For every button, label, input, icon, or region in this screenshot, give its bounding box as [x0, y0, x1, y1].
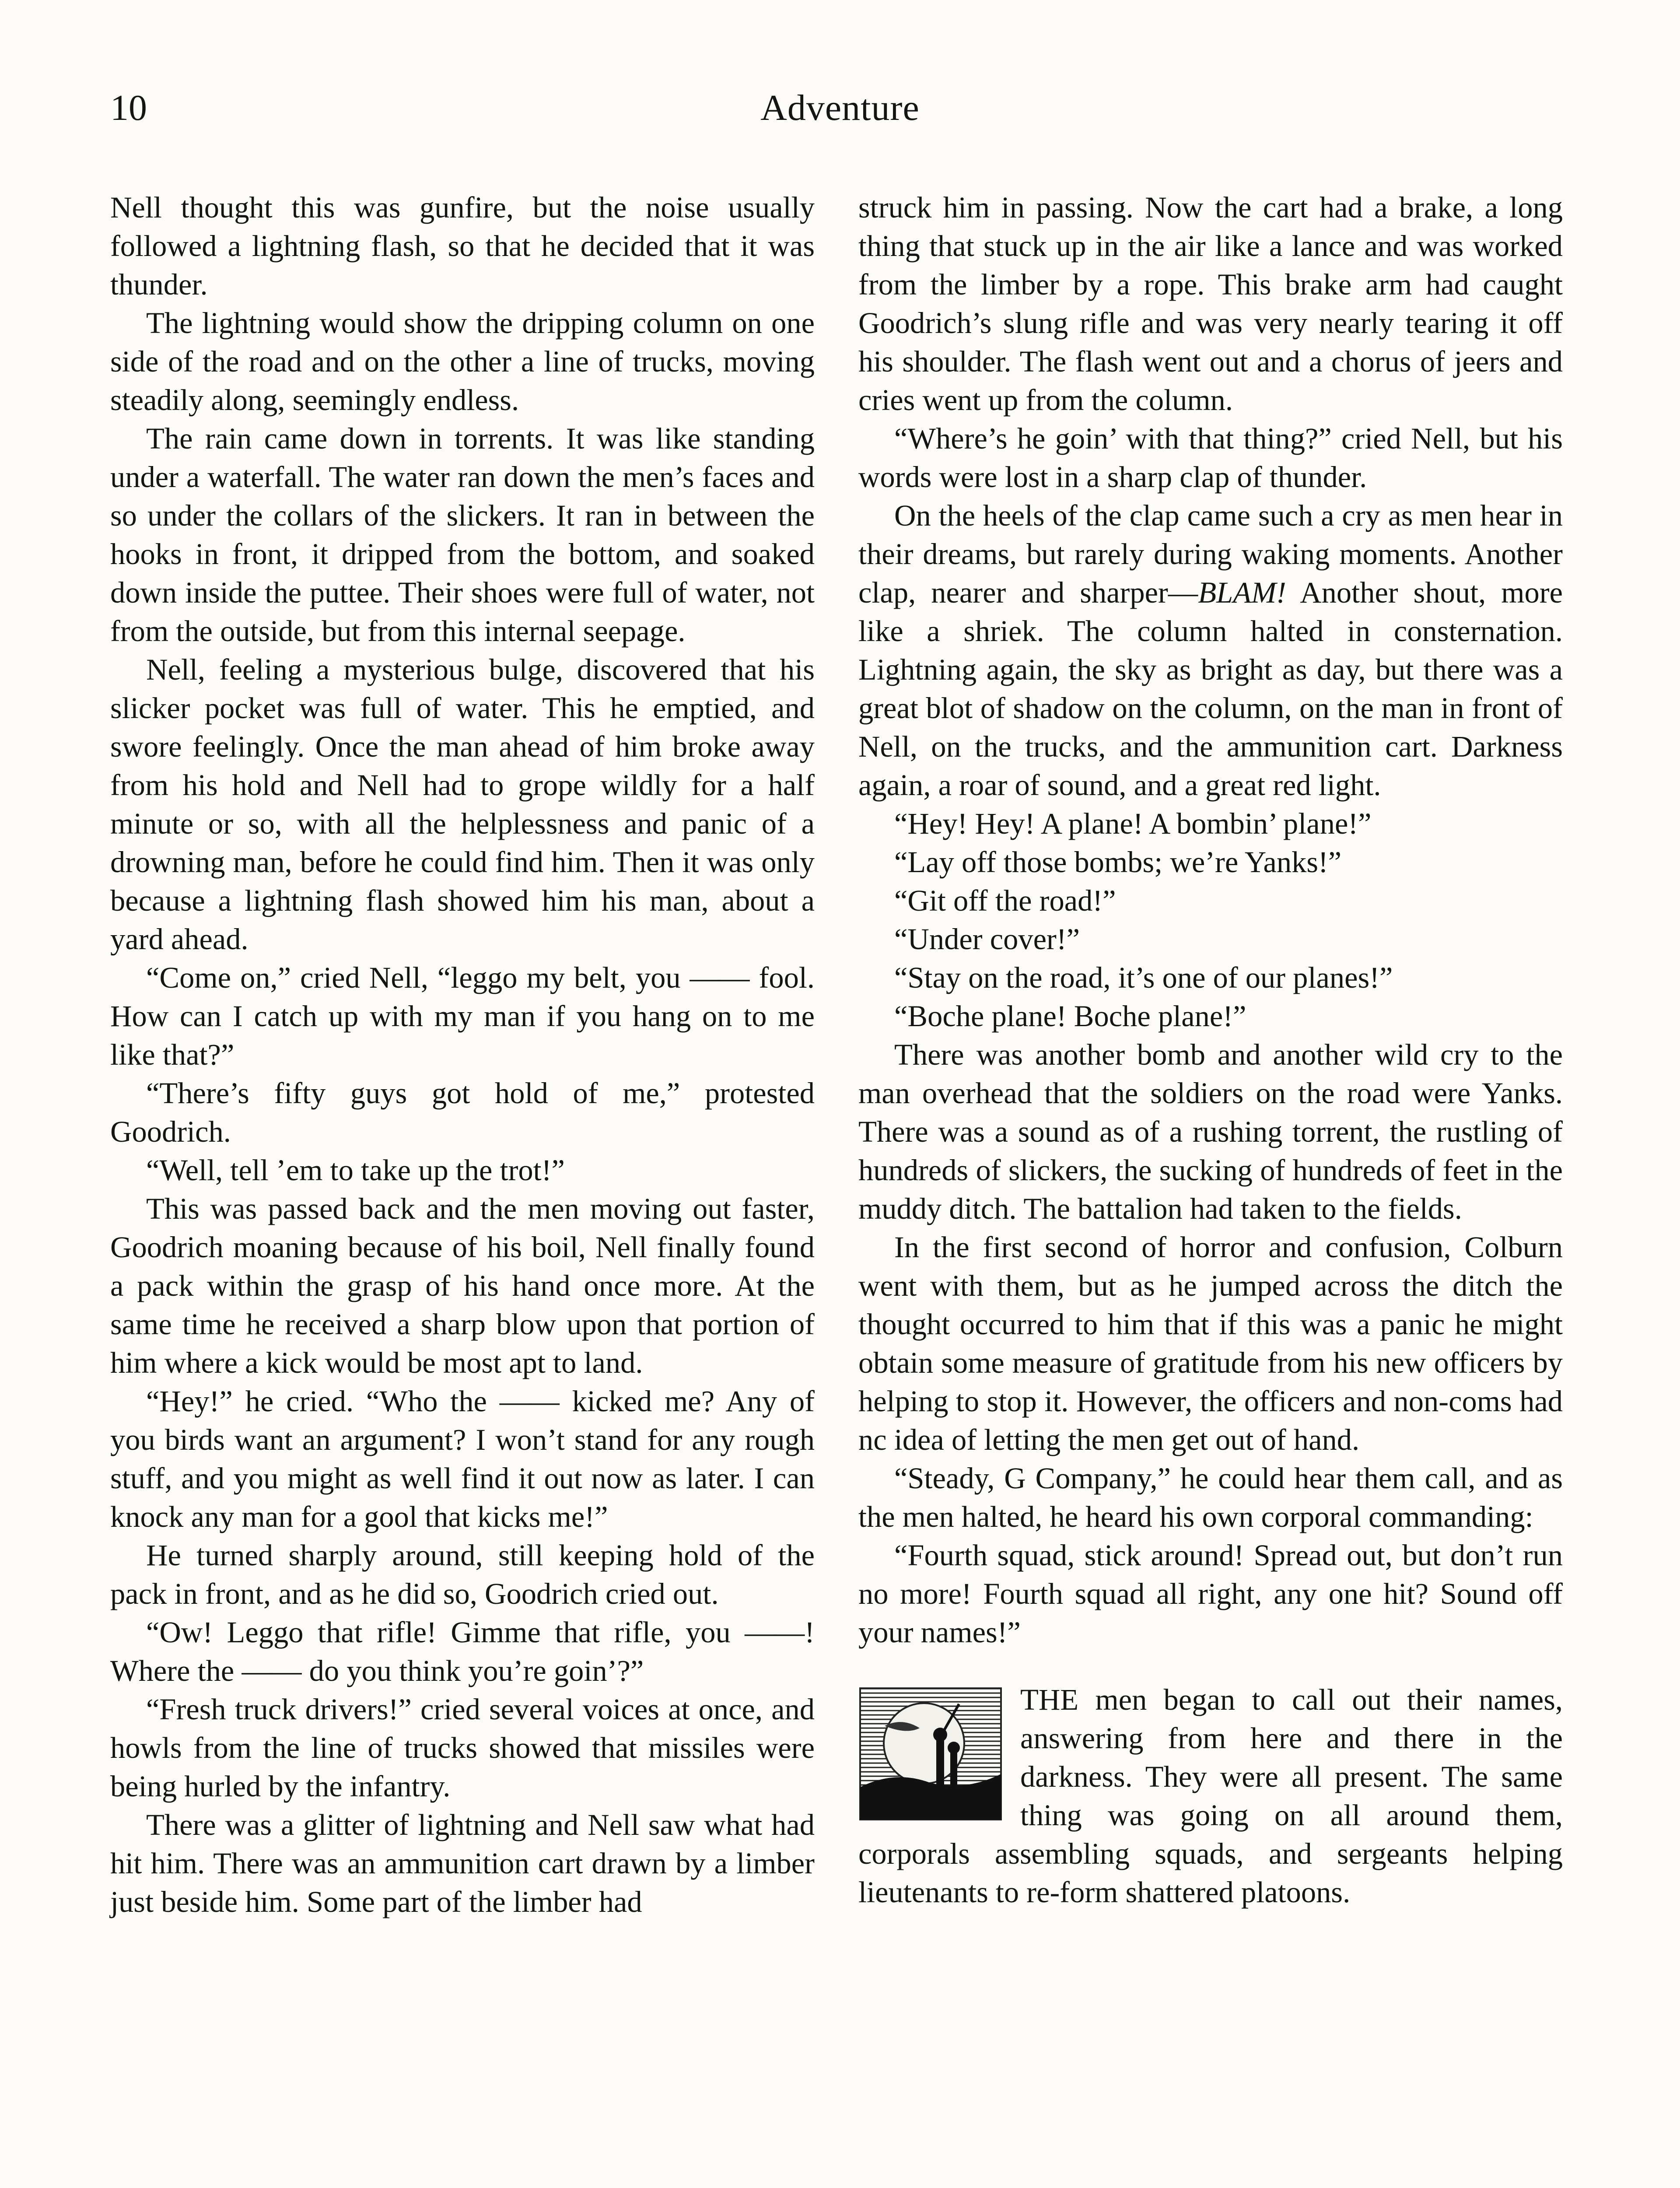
paragraph: “Steady, G Company,” he could hear them call, and as the men halted, he heard his own corporal commanding: — [858, 1462, 1563, 1533]
paragraph: The lightning would show the dripping column on one side of the road and on the other a line of trucks, moving steadily along, seemingly endless. — [110, 306, 815, 417]
paragraph: Nell thought this was gunfire, but the noise usually followed a lightning flash, so that he decided that it was thunder. — [110, 191, 815, 301]
paragraph: “Where’s he goin’ with that thing?” cried Nell, but his words were lost in a sharp clap of thunder. — [858, 422, 1563, 494]
running-title: Adventure — [760, 88, 920, 128]
text-column-left — [110, 188, 815, 1921]
paragraph: “Fresh truck drivers!” cried several voices at once, and howls from the line of trucks showed that missiles were being hurled by the infantry. — [110, 1693, 815, 1803]
paragraph: In the first second of horror and confusion, Colburn went with them, but as he jumped across the ditch the thought occurred to him that if this was a panic he might obtain some measure of gratitude from his new officers by helping to stop it. However, the officers and non-coms had nc idea of letting the men get out of hand. — [858, 1231, 1563, 1456]
final-paragraph — [858, 1680, 1563, 1911]
paragraph: “Well, tell ’em to take up the trot!” — [146, 1154, 565, 1187]
paragraph: “Lay off those bombs; we’re Yanks!” — [894, 845, 1342, 879]
paragraph: “Hey! Hey! A plane! A bombin’ plane!” — [894, 807, 1372, 840]
paragraph-text: Another shout, more like a shriek. The column halted in consternation. Lightning again, the sky as bright as day, but there was a great blot of shadow on the column, on the man in front of Nell, on the trucks, and the ammunition cart. Darkness again, a roar of sound, and a great red light. — [858, 576, 1563, 802]
paragraph-text: THE men began to call out their names, answering from here and there in the darkness. They were all present. The same thing was going on all around them, corporals assembling squads, and sergeants helping lieutenants to re-form shattered platoons. — [858, 1683, 1563, 1909]
page-number: 10 — [110, 88, 147, 128]
moonlit-soldiers-icon — [858, 1687, 1003, 1821]
paragraph: “Ow! Leggo that rifle! Gimme that rifle, you ——! Where the —— do you think you’re goin’?” — [110, 1616, 815, 1687]
paragraph: “Git off the road!” — [894, 884, 1116, 917]
paragraph: “Come on,” cried Nell, “leggo my belt, you —— fool. How can I catch up with my man if you hang on to me like that?” — [110, 961, 815, 1071]
text-column-right — [858, 188, 1563, 1911]
paragraph: Nell, feeling a mysterious bulge, discovered that his slicker pocket was full of water. This he emptied, and swore feelingly. Once the man ahead of him broke away from his hold and Nell had to grope wildly for a half minute or so, with all the helplessness and panic of a drowning man, before he could find him. Then it was only because a lightning flash showed him his man, about a yard ahead. — [110, 653, 815, 956]
paragraph: He turned sharply around, still keeping hold of the pack in front, and as he did so, Goodrich cried out. — [110, 1539, 815, 1610]
paragraph: “Hey!” he cried. “Who the —— kicked me? Any of you birds want an argument? I won’t stand for any rough stuff, and you might as well find it out now as later. I can knock any man for a gool that kicks me!” — [110, 1385, 815, 1533]
paragraph: “Under cover!” — [894, 922, 1080, 956]
paragraph: struck him in passing. Now the cart had a brake, a long thing that stuck up in the air like a lance and was worked from the limber by a rope. This brake arm had caught Goodrich’s slung rifle and was very nearly tearing it off his shoulder. The flash went out and a chorus of jeers and cries went up from the column. — [858, 191, 1563, 417]
paragraph: “Fourth squad, stick around! Spread out, but don’t run no more! Fourth squad all right, any one hit? Sound off your names!” — [858, 1539, 1563, 1649]
paragraph: The rain came down in torrents. It was like standing under a waterfall. The water ran down the men’s faces and so under the collars of the slickers. It ran in between the hooks in front, it dripped from the bottom, and soaked down inside the puttee. Their shoes were full of water, not from the outside, but from this internal seepage. — [110, 422, 815, 648]
paragraph: “There’s fifty guys got hold of me,” protested Goodrich. — [110, 1076, 815, 1148]
paragraph: “Boche plane! Boche plane!” — [894, 999, 1246, 1033]
paragraph: There was another bomb and another wild cry to the man overhead that the soldiers on the road were Yanks. There was a sound as of a rushing torrent, the rustling of hundreds of slickers, the sucking of hundreds of feet in the muddy ditch. The battalion had taken to the fields. — [858, 1038, 1563, 1225]
paragraph — [858, 496, 1563, 804]
paragraph: There was a glitter of lightning and Nell saw what had hit him. There was an ammunition cart drawn by a limber just beside him. Some part of the limber had — [110, 1808, 815, 1918]
paragraph: This was passed back and the men moving out faster, Goodrich moaning because of his boil, Nell finally found a pack within the grasp of his hand once more. At the same time he received a sharp blow upon that portion of him where a kick would be most apt to land. — [110, 1192, 815, 1379]
page-header — [0, 87, 1680, 135]
blam-emphasis: BLAM! — [1198, 576, 1286, 609]
paragraph-text: On the heels of the clap came such a cry as men hear in their dreams, but rarely during waking moments. Another clap, nearer and sharper— — [858, 499, 1563, 609]
paragraph: “Stay on the road, it’s one of our planes!” — [894, 961, 1393, 994]
